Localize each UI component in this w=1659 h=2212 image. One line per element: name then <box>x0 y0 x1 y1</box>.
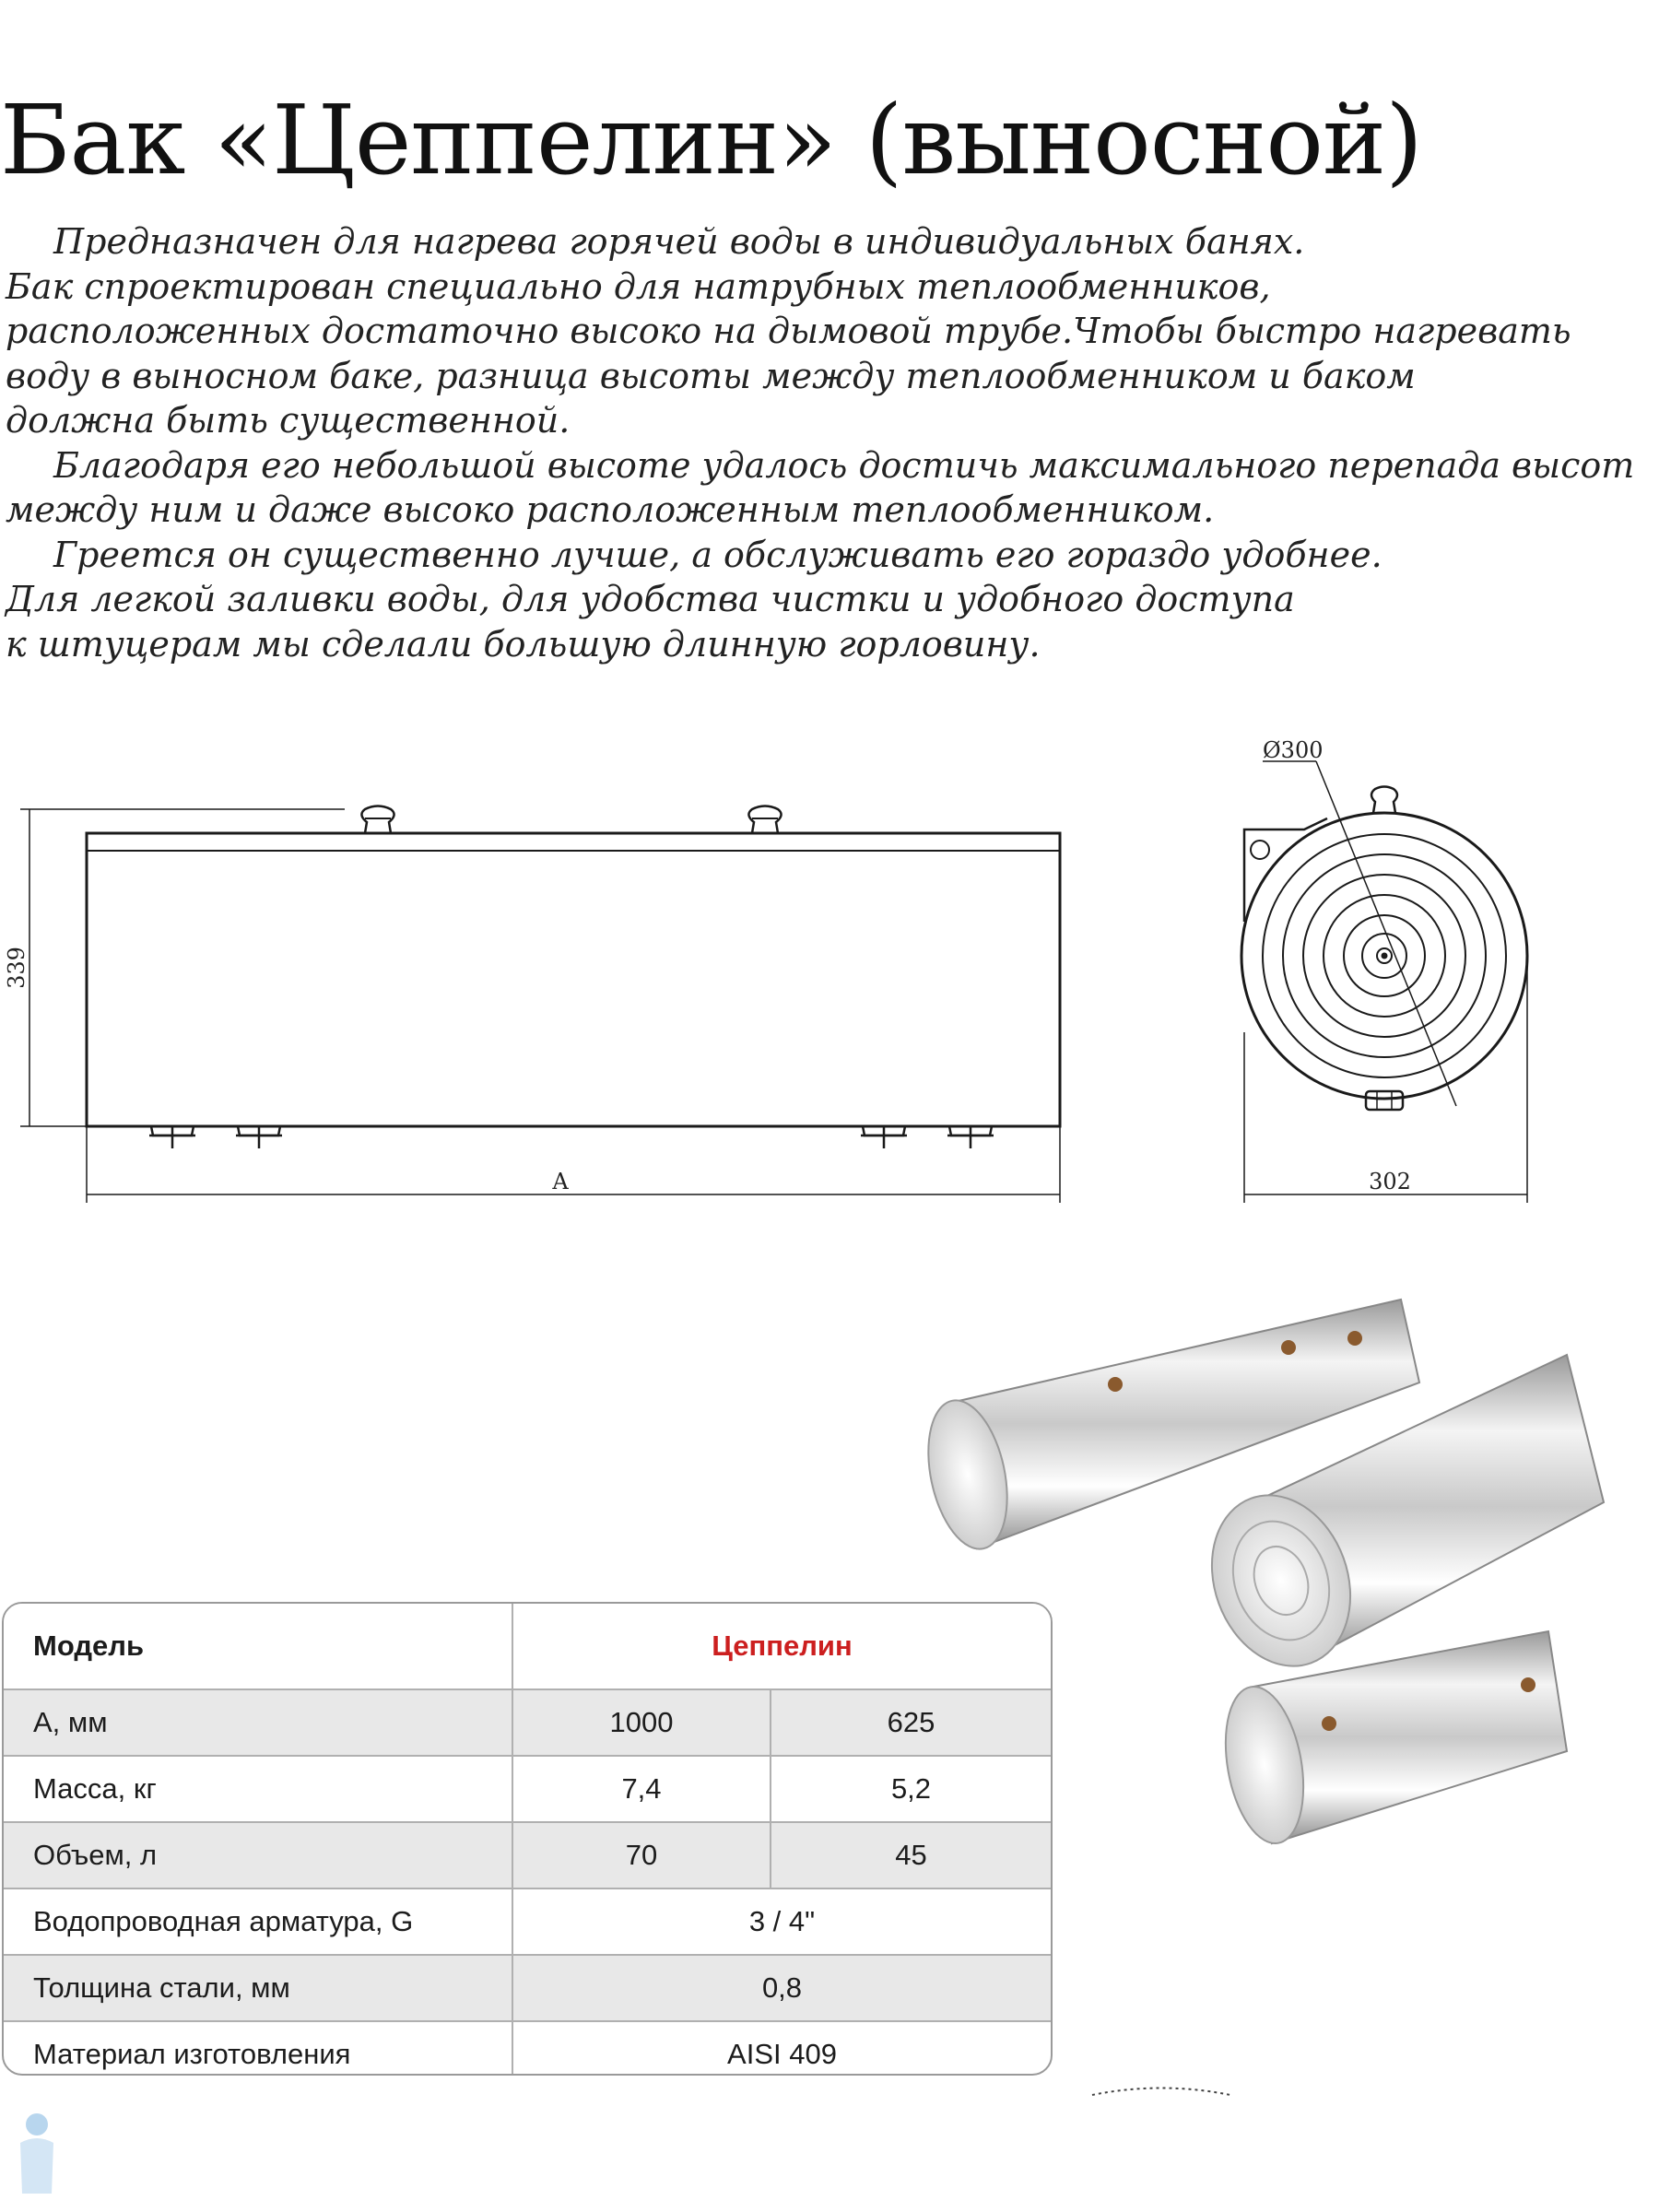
intro-line: расположенных достаточно высоко на дымовой трубе.Чтобы быстро нагревать <box>6 311 1571 351</box>
logo-icon <box>9 2106 65 2198</box>
intro-line: Бак спроектирован специально для натрубных теплообменников, <box>6 265 1271 307</box>
side-view <box>20 806 1060 1204</box>
top-fitting <box>361 806 394 834</box>
model-header: Модель <box>4 1604 512 1689</box>
intro-line: Предназначен для нагрева горячей воды в индивидуальных банях. <box>53 221 1305 262</box>
cell-value: 5,2 <box>771 1756 1051 1822</box>
height-label: 339 <box>4 947 29 989</box>
table-row <box>4 1822 1051 1888</box>
row-label: Объем, л <box>4 1822 512 1888</box>
intro-line: Благодаря его небольшой высоте удалось достичь максимального перепада высот <box>53 444 1635 486</box>
intro-line: воду в выносном баке, разница высоты между теплообменником и баком <box>6 355 1416 396</box>
table-row <box>4 2021 1051 2076</box>
row-label: Масса, кг <box>4 1756 512 1822</box>
intro-line: между ним и даже высоко расположенным теплообменником. <box>6 489 1215 530</box>
intro-line: к штуцерам мы сделали большую длинную горловину. <box>6 623 1041 665</box>
cell-value: 1000 <box>512 1689 771 1756</box>
width-label: 302 <box>1369 1169 1411 1194</box>
tank-body-side <box>87 833 1060 1126</box>
intro-line: Греется он существенно лучше, а обслуживать его гораздо удобнее. <box>53 534 1382 575</box>
table-row <box>4 1955 1051 2021</box>
bottom-fittings <box>149 1126 994 1148</box>
spec-table <box>2 1602 1053 2076</box>
cell-value: 45 <box>771 1822 1051 1888</box>
table-header-row <box>4 1604 1051 1689</box>
top-fitting <box>748 806 781 834</box>
cell-value: AISI 409 <box>727 2038 837 2070</box>
end-view <box>1241 761 1527 1203</box>
intro-line: должна быть существенной. <box>6 400 571 441</box>
table-row <box>4 1756 1051 1822</box>
decorative-dots <box>1088 2081 1235 2100</box>
cell-value: 3 / 4" <box>512 1888 1051 1955</box>
row-label: А, мм <box>4 1689 512 1756</box>
table-row <box>4 1689 1051 1756</box>
row-label: Толщина стали, мм <box>4 1955 512 2021</box>
cell-value: 625 <box>771 1689 1051 1756</box>
cell-value: 0,8 <box>512 1955 1051 2021</box>
height-dimension <box>20 809 345 1126</box>
model-name: Цеппелин <box>512 1604 1051 1689</box>
cell-value: 7,4 <box>512 1756 771 1822</box>
intro-line: Для легкой заливки воды, для удобства чистки и удобного доступа <box>6 579 1295 619</box>
table-row <box>4 1888 1051 1955</box>
page-title: Бак «Цеппелин» (выносной) <box>0 84 1422 196</box>
row-label: Материал изготовления <box>4 2021 512 2076</box>
length-dimension <box>87 1126 1060 1203</box>
diameter-label: Ø300 <box>1263 737 1324 763</box>
cell-value: 70 <box>512 1822 771 1888</box>
row-label: Водопроводная арматура, G <box>4 1888 512 1955</box>
tank-photo-3 <box>1215 1631 1567 1850</box>
length-label: A <box>552 1169 569 1194</box>
